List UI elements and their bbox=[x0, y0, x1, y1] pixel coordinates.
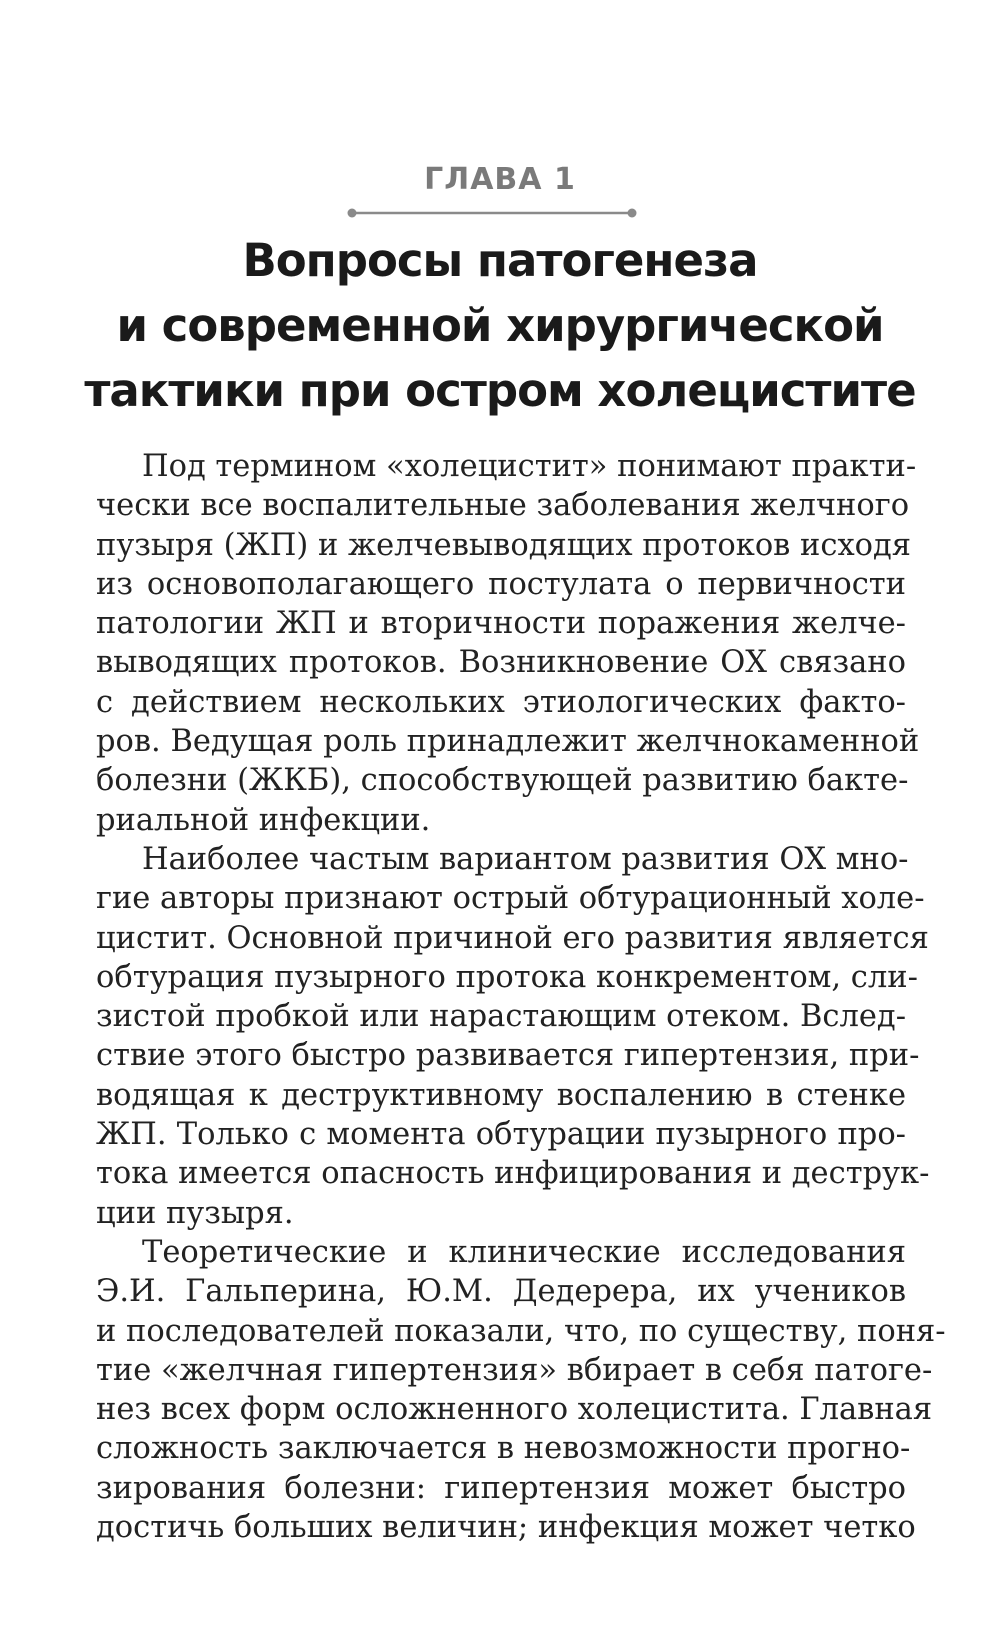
text-line: тие «желчная гипертензия» вбирает в себя патоге- bbox=[96, 1352, 933, 1388]
text-line: Под термином «холецистит» понимают практи- bbox=[142, 449, 917, 484]
text-line: сложность заключается в невозможности прогно- bbox=[96, 1431, 911, 1467]
text-line: риальной инфекции. bbox=[96, 802, 431, 838]
text-line: достичь больших величин; инфекция может четко bbox=[96, 1510, 916, 1546]
text-line: ров. Ведущая роль принадлежит желчнокаменной bbox=[96, 724, 920, 760]
text-line: водящая к деструктивному воспалению в стенке bbox=[96, 1077, 906, 1113]
text-line: зирования болезни: гипертензия может быстро bbox=[96, 1470, 906, 1506]
text-line: Э.И. Гальперина, Ю.М. Дедерера, их учеников bbox=[96, 1274, 906, 1310]
chapter-title-line: и современной хирургической bbox=[116, 299, 884, 352]
text-line: пузыря (ЖП) и желчевыводящих протоков исходя bbox=[96, 527, 912, 563]
text-line: патологии ЖП и вторичности поражения желче- bbox=[96, 606, 906, 642]
text-line: тока имеется опасность инфицирования и деструк- bbox=[96, 1156, 930, 1192]
text-line: из основополагающего постулата о первичности bbox=[96, 566, 906, 602]
text-line: гие авторы признают острый обтурационный холе- bbox=[96, 881, 925, 917]
text-line: Теоретические и клинические исследования bbox=[142, 1234, 906, 1270]
paragraph-2 bbox=[96, 840, 930, 1233]
text-line: ции пузыря. bbox=[96, 1195, 294, 1231]
chapter-title-line: тактики при остром холецистите bbox=[84, 364, 916, 417]
text-line: выводящих протоков. Возникновение ОХ связано bbox=[96, 645, 906, 681]
text-line: с действием нескольких этиологических факто- bbox=[96, 684, 906, 720]
text-line: обтурация пузырного протока конкрементом, сли- bbox=[96, 959, 918, 995]
body-text bbox=[96, 447, 946, 1547]
text-line: ЖП. Только с момента обтурации пузырного про- bbox=[96, 1117, 906, 1153]
paragraph-3 bbox=[96, 1233, 946, 1547]
paragraph-1 bbox=[96, 447, 920, 840]
text-line: ствие этого быстро развивается гипертензия, при- bbox=[96, 1038, 920, 1074]
chapter-title-line: Вопросы патогенеза bbox=[242, 234, 758, 287]
text-line: Наиболее частым вариантом развития ОХ мно- bbox=[142, 841, 909, 877]
chapter-divider bbox=[0, 203, 1000, 223]
chapter-title bbox=[0, 228, 1000, 423]
text-line: чески все воспалительные заболевания желчного bbox=[96, 488, 910, 524]
chapter-label: ГЛАВА 1 bbox=[424, 162, 576, 197]
text-line: и последователей показали, что, по существу, поня- bbox=[96, 1313, 946, 1349]
text-line: зистой пробкой или нарастающим отеком. Вслед- bbox=[96, 999, 906, 1035]
text-line: болезни (ЖКБ), способствующей развитию бакте- bbox=[96, 763, 909, 799]
text-line: нез всех форм осложненного холецистита. Главная bbox=[96, 1392, 933, 1428]
text-line: цистит. Основной причиной его развития является bbox=[96, 920, 929, 956]
